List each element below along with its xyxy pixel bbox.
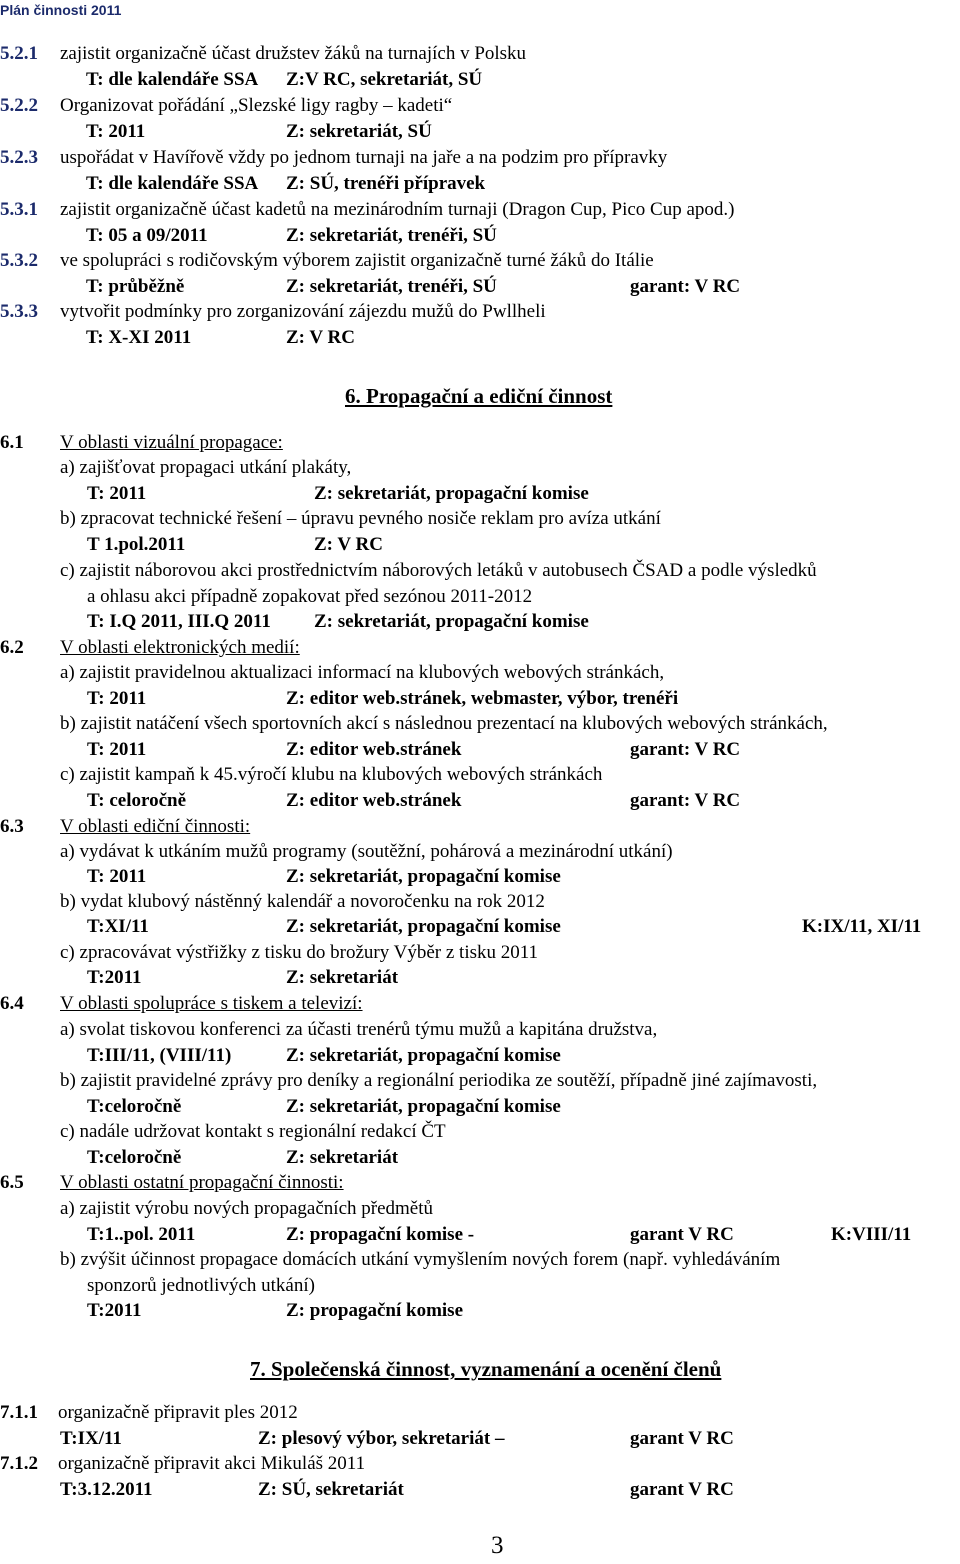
subsection-title: V oblasti spolupráce s tiskem a televizí: [60,993,363,1014]
term: T:2011 [87,1300,142,1321]
deadline-check: K:IX/11, XI/11 [802,916,922,937]
term: T: 05 a 09/2011 [86,225,208,246]
item-number: 5.2.1 [0,43,38,64]
responsible: Z: plesový výbor, sekretariát – [258,1428,505,1449]
responsible: Z: sekretariát [286,967,399,988]
term: T: průběžně [86,276,185,297]
item-text: Organizovat pořádání „Slezské ligy ragby – kadeti“ [60,95,453,116]
responsible: Z: sekretariát, propagační komise [286,1096,561,1117]
subsection-title: V oblasti vizuální propagace: [60,432,283,453]
item-text: zajistit organizačně účast družstev žáků na turnajích v Polsku [60,43,527,64]
subsection-title: V oblasti ostatní propagační činnosti: [60,1172,344,1193]
item-text: organizačně připravit akci Mikuláš 2011 [58,1453,366,1474]
deadline-check: K:VIII/11 [831,1224,912,1245]
term: T: 2011 [87,739,147,760]
responsible: Z: sekretariát, trenéři, SÚ [286,276,497,297]
subsection-title: V oblasti ediční činnosti: [60,816,251,837]
task-text: c) nadále udržovat kontakt s regionální redakcí ČT [60,1121,446,1142]
term: T: dle kalendáře SSA [86,69,259,90]
subsection-number: 6.1 [0,432,24,453]
responsible: Z: sekretariát, SÚ [286,121,432,142]
item-text: uspořádat v Havířově vždy po jednom turnaji na jaře a na podzim pro přípravky [60,147,668,168]
guarantor: garant V RC [630,1479,734,1500]
responsible: Z: sekretariát, propagační komise [314,483,589,504]
task-text: b) zvýšit účinnost propagace domácích utkání vymyšlením nových forem (např. vyhledáváním [60,1249,781,1270]
term: T: 2011 [87,688,147,709]
responsible: Z: V RC [314,534,383,555]
term: T: dle kalendáře SSA [86,173,259,194]
item-number: 7.1.2 [0,1453,38,1474]
term: T: 2011 [87,483,147,504]
term: T:XI/11 [87,916,149,937]
responsible: Z: SÚ, trenéři přípravek [286,173,486,194]
subsection-number: 6.4 [0,993,24,1014]
task-text: c) zajistit náborovou akci prostřednictvím náborových letáků v autobusech ČSAD a podle výsledků [60,560,817,581]
item-text: organizačně připravit ples 2012 [58,1402,298,1423]
section-6-heading: 6. Propagační a ediční činnost [345,384,613,408]
guarantor: garant: V RC [630,790,741,811]
task-text: c) zajistit kampaň k 45.výročí klubu na klubových webových stránkách [60,764,603,785]
subsection-number: 6.2 [0,637,24,658]
task-text: b) zpracovat technické řešení – úpravu pevného nosiče reklam pro avíza utkání [60,508,661,529]
guarantor: garant V RC [630,1224,734,1245]
term: T: 2011 [87,866,147,887]
subsection-title: V oblasti elektronických medií: [60,637,300,658]
subsection-number: 6.3 [0,816,24,837]
task-text: a) zajistit výrobu nových propagačních předmětů [60,1198,434,1219]
item-number: 5.3.3 [0,301,38,322]
responsible: Z: sekretariát, propagační komise [314,611,589,632]
item-number: 5.3.1 [0,199,38,220]
term: T:2011 [87,967,142,988]
responsible: Z: editor web.stránek [286,739,462,760]
term: T:1..pol. 2011 [87,1224,196,1245]
task-text: a) svolat tiskovou konferenci za účasti trenérů týmu mužů a kapitána družstva, [60,1019,658,1040]
task-text: b) zajistit natáčení všech sportovních akcí s následnou prezentací na klubových webových stránkách, [60,713,828,734]
term: T 1.pol.2011 [87,534,186,555]
page-number: 3 [491,1532,504,1559]
term: T:3.12.2011 [60,1479,153,1500]
section-7-heading: 7. Společenská činnost, vyznamenání a ocenění členů [250,1357,722,1381]
guarantor: garant: V RC [630,739,741,760]
task-text: a ohlasu akci případně zopakovat před sezónou 2011-2012 [87,586,533,607]
item-number: 7.1.1 [0,1402,38,1423]
responsible: Z: editor web.stránek, webmaster, výbor, trenéři [286,688,679,709]
task-text: c) zpracovávat výstřižky z tisku do brožury Výběr z tisku 2011 [60,942,539,963]
task-text: a) zajišťovat propagaci utkání plakáty, [60,457,352,478]
responsible: Z: editor web.stránek [286,790,462,811]
term: T:celoročně [87,1096,182,1117]
responsible: Z: sekretariát, propagační komise [286,866,561,887]
page-header-title: Plán činnosti 2011 [0,2,122,18]
guarantor: garant: V RC [630,276,741,297]
responsible: Z: sekretariát, propagační komise [286,916,561,937]
responsible: Z: V RC [286,327,355,348]
subsection-number: 6.5 [0,1172,24,1193]
term: T: I.Q 2011, III.Q 2011 [87,611,271,632]
task-text: a) vydávat k utkáním mužů programy (soutěžní, pohárová a mezinárodní utkání) [60,841,673,862]
responsible: Z: sekretariát, trenéři, SÚ [286,225,497,246]
term: T:celoročně [87,1147,182,1168]
item-text: ve spolupráci s rodičovským výborem zajistit organizačně turné žáků do Itálie [60,250,654,271]
task-text: sponzorů jednotlivých utkání) [87,1275,315,1296]
responsible: Z: propagační komise - [286,1224,475,1245]
term: T: X-XI 2011 [86,327,192,348]
task-text: a) zajistit pravidelnou aktualizaci informací na klubových webových stránkách, [60,662,665,683]
task-text: b) vydat klubový nástěnný kalendář a novoročenku na rok 2012 [60,891,545,912]
item-number: 5.3.2 [0,250,38,271]
responsible: Z: propagační komise [286,1300,464,1321]
task-text: b) zajistit pravidelné zprávy pro deníky a regionální periodika ze soutěží, případně jiné zajímavosti, [60,1070,818,1091]
term: T:III/11, (VIII/11) [87,1045,232,1066]
responsible: Z: SÚ, sekretariát [258,1479,404,1500]
responsible: Z: sekretariát [286,1147,399,1168]
responsible: Z:V RC, sekretariát, SÚ [286,69,483,90]
term: T: celoročně [87,790,187,811]
term: T:IX/11 [60,1428,122,1449]
responsible: Z: sekretariát, propagační komise [286,1045,561,1066]
term: T: 2011 [86,121,146,142]
item-text: vytvořit podmínky pro zorganizování zájezdu mužů do Pwllheli [60,301,546,322]
item-text: zajistit organizačně účast kadetů na mezinárodním turnaji (Dragon Cup, Pico Cup apod.) [60,199,735,220]
item-number: 5.2.2 [0,95,38,116]
item-number: 5.2.3 [0,147,38,168]
guarantor: garant V RC [630,1428,734,1449]
